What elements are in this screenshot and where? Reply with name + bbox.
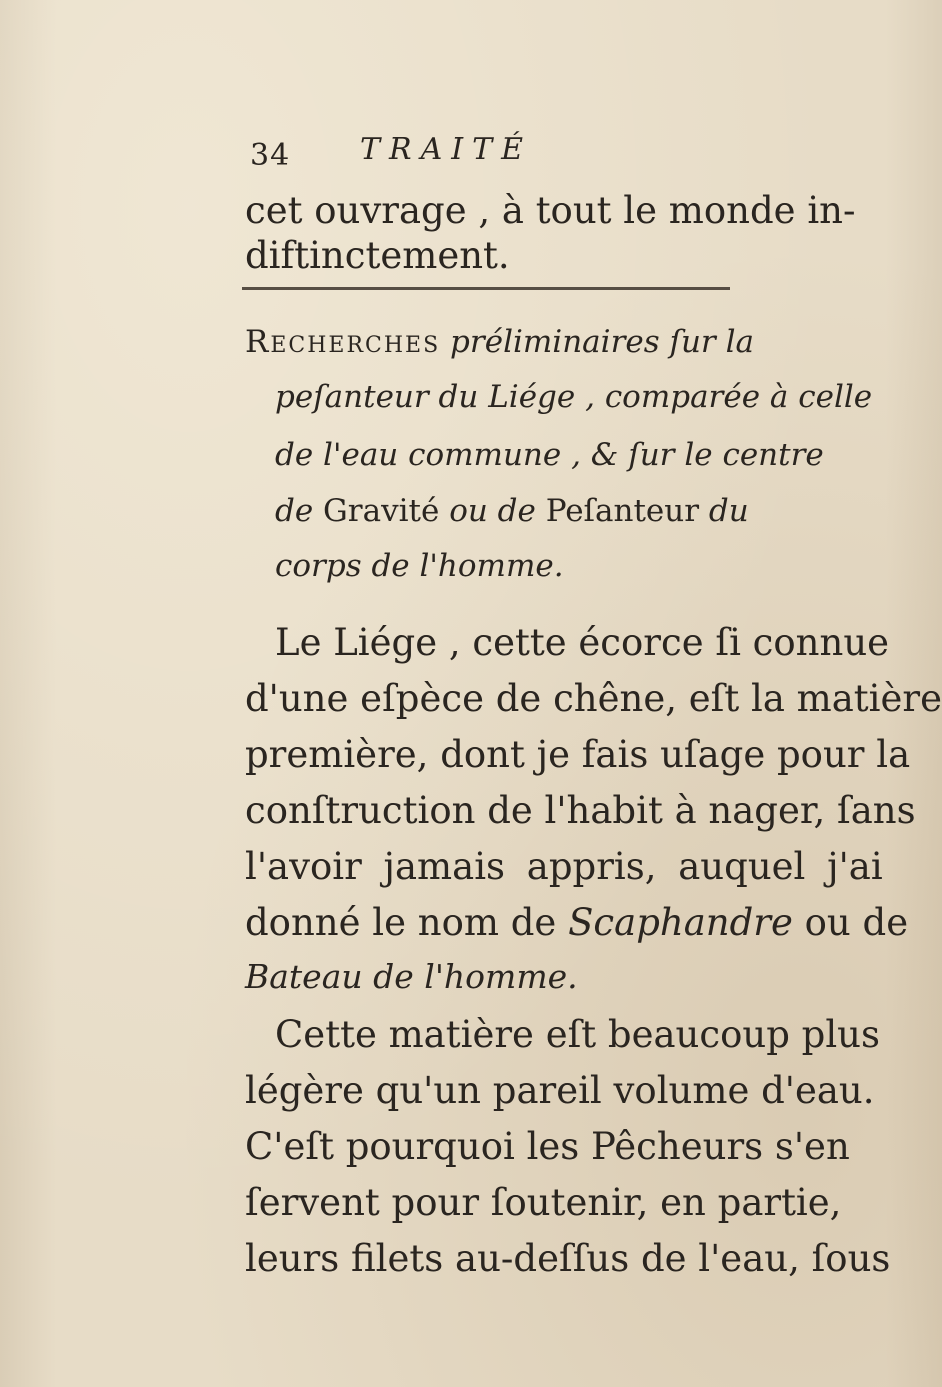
heading-text: de [275, 493, 324, 529]
text-line: d'une eſpèce de chêne, eſt la matière [245, 677, 942, 720]
section-heading-line: peſanteur du Liége , comparée à celle [275, 379, 873, 415]
running-title: TRAITÉ [360, 132, 533, 167]
page-header [250, 132, 750, 172]
section-heading-line: de l'eau commune , & ſur le centre [275, 437, 824, 473]
text-line [245, 901, 909, 944]
heading-roman-word: Gravité [323, 493, 440, 529]
text-line: ſervent pour ſoutenir, en partie, [245, 1181, 842, 1224]
text-run: ou de [792, 901, 909, 944]
text-line: C'eſt pourquoi les Pêcheurs s'en [245, 1125, 850, 1168]
heading-text: ou de [439, 493, 546, 529]
italic-term: Scaphandre [568, 901, 793, 944]
text-line: conſtruction de l'habit à nager, ſans [245, 789, 916, 832]
heading-roman-word: Peſanteur [545, 493, 700, 529]
text-line: cet ouvrage , à tout le monde in- [245, 189, 856, 232]
text-line: Bateau de l'homme. [245, 957, 578, 996]
text-line: légère qu'un pareil volume d'eau. [245, 1069, 875, 1112]
text-line: diftinctement. [245, 234, 510, 277]
text-line: Le Liége , cette écorce ſi connue [275, 621, 890, 664]
heading-text: du [699, 493, 749, 529]
section-divider [242, 287, 730, 290]
text-line: leurs filets au-deſſus de l'eau, ſous [245, 1237, 891, 1280]
heading-text: préliminaires ſur la [440, 324, 755, 360]
text-run: donné le nom de [245, 901, 569, 944]
page-number: 34 [250, 138, 291, 173]
text-line: Cette matière eſt beaucoup plus [275, 1013, 880, 1056]
text-line: première, dont je fais uſage pour la [245, 733, 911, 776]
text-line: l'avoir jamais appris, auquel j'ai [245, 845, 883, 888]
heading-small-caps: Recherches [245, 324, 441, 360]
section-heading-line: corps de l'homme. [275, 548, 564, 584]
section-heading-line [275, 493, 749, 529]
section-heading-line [245, 324, 755, 360]
